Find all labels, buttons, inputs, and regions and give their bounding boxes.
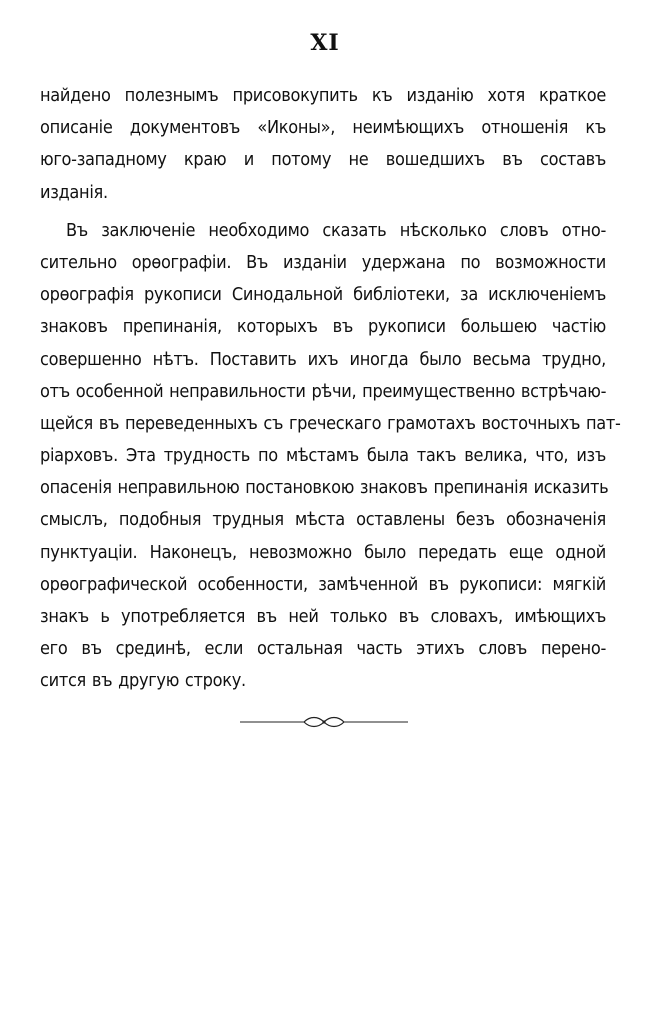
text-line: смыслъ, подобныя трудныя мѣста оставлены безъ обозначенія	[40, 509, 606, 531]
text-line: описаніе документовъ «Иконы», неимѣющихъ отношенія къ	[40, 117, 606, 139]
text-line: найдено полезнымъ присовокупить къ изданію хотя краткое	[40, 85, 606, 106]
text-line: знаковъ препинанія, которыхъ въ рукописи большею частію	[40, 316, 606, 338]
text-line: ріарховъ. Эта трудность по мѣстамъ была такъ велика, что, изъ	[40, 445, 606, 467]
text-line: совершенно нѣтъ. Поставить ихъ иногда было весьма трудно,	[40, 348, 606, 370]
text-line: сится въ другую строку.	[40, 670, 246, 692]
text-line: щейся въ переведенныхъ съ греческаго грамотахъ восточныхъ пат-	[40, 412, 621, 434]
text-line: изданія.	[40, 181, 108, 203]
ornament-divider	[240, 712, 408, 732]
text-line: пунктуаціи. Наконецъ, невозможно было передать еще одной	[40, 541, 606, 563]
text-line: знакъ ь употребляется въ ней только въ словахъ, имѣющихъ	[40, 606, 606, 627]
text-line: орѳографической особенности, замѣченной въ рукописи: мягкій	[40, 573, 606, 595]
paragraph-2	[40, 215, 621, 698]
body-text	[40, 80, 621, 698]
text-line: юго-западному краю и потому не вошедшихъ въ составъ	[40, 149, 606, 171]
text-line: отъ особенной неправильности рѣчи, преимущественно встрѣчаю-	[40, 380, 607, 402]
text-line: опасенія неправильною постановкою знаковъ препинанія исказить	[40, 477, 609, 499]
text-line: его въ срединѣ, если остальная часть этихъ словъ перено-	[40, 638, 606, 660]
page-number: XI	[310, 30, 340, 56]
paragraph-1	[40, 80, 606, 209]
text-line: орѳографія рукописи Синодальной библіотеки, за исключеніемъ	[40, 284, 606, 306]
text-line: Въ заключеніе необходимо сказать нѣсколько словъ отно-	[66, 219, 606, 241]
text-line: сительно орѳографіи. Въ изданіи удержана по возможности	[40, 251, 606, 273]
